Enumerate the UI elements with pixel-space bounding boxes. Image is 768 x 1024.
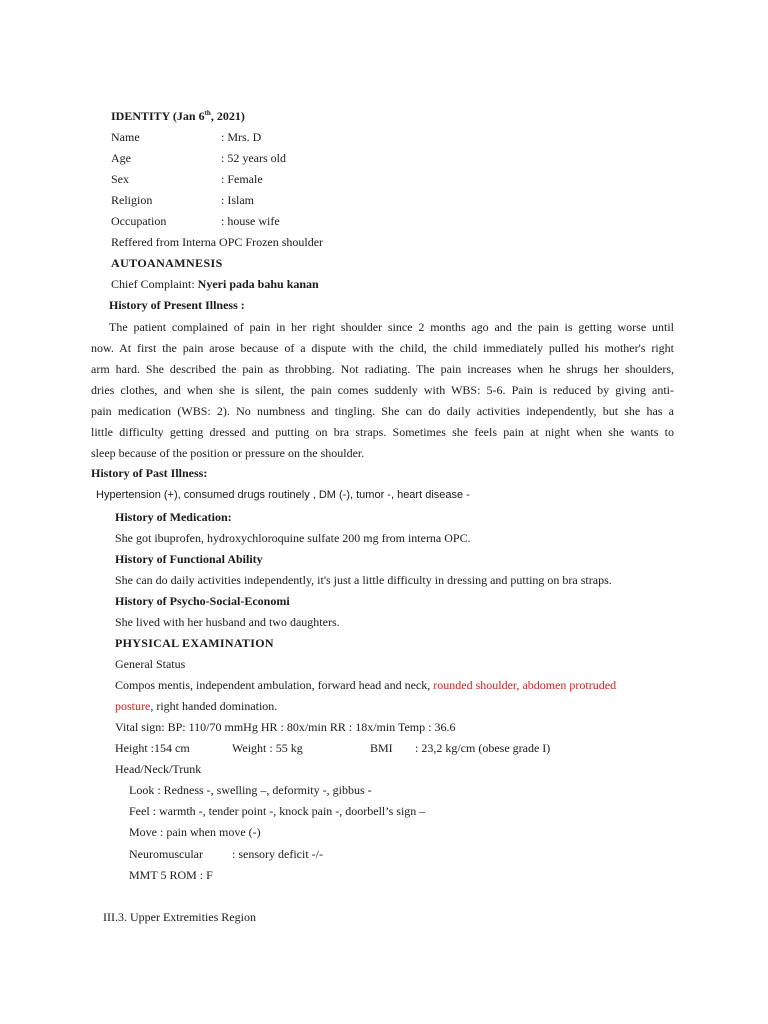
move-findings: Move : pain when move (-) — [129, 825, 261, 839]
identity-heading: IDENTITY (Jan 6th, 2021) — [111, 109, 245, 123]
neuromuscular-label: Neuromuscular — [129, 847, 203, 861]
identity-row-age — [111, 151, 511, 165]
general-status-text: Compos mentis, independent ambulation, forward head and neck, rounded shoulder, abdomen protruded — [115, 678, 617, 692]
past-illness-heading: History of Past Illness: — [91, 466, 208, 480]
vital-signs: Vital sign: BP: 110/70 mmHg HR : 80x/min RR : 18x/min Temp : 36.6 — [115, 720, 456, 734]
weight-value: Weight : 55 kg — [232, 741, 303, 755]
chief-complaint-value: Nyeri pada bahu kanan — [197, 277, 319, 291]
highlight-text: rounded shoulder, — [433, 678, 523, 692]
past-illness-text: Hypertension (+), consumed drugs routinely , DM (-), tumor -, heart disease - — [96, 489, 470, 501]
neuromuscular-value: : sensory deficit -/- — [232, 847, 323, 861]
present-illness-line: The patient complained of pain in her right shoulder since 2 months ago and the pain is getting worse until — [109, 320, 674, 334]
psycho-heading: History of Psycho-Social-Economi — [115, 594, 290, 608]
look-findings: Look : Redness -, swelling –, deformity -, gibbus - — [129, 783, 372, 797]
mmt-rom: MMT 5 ROM : F — [129, 868, 213, 882]
field-label: Religion — [111, 193, 153, 207]
chief-complaint-label: Chief Complaint: — [111, 277, 198, 291]
bmi-value: : 23,2 kg/cm (obese grade I) — [415, 741, 551, 755]
field-label: Occupation — [111, 214, 167, 228]
autoanamnesis-heading: AUTOANAMNESIS — [111, 256, 223, 270]
anthropometry-row — [115, 741, 615, 755]
medication-heading: History of Medication: — [115, 510, 232, 524]
referral-text: Reffered from Interna OPC Frozen shoulder — [111, 235, 324, 249]
present-illness-line: now. At first the pain arose because of a dispute with the child, the child immediately pulled his mother's right — [91, 341, 674, 355]
region-label: Head/Neck/Trunk — [115, 762, 202, 776]
general-status-label: General Status — [115, 657, 186, 671]
present-illness-line: arm hard. She described the pain as throbbing. Not radiating. The pain increases when he shrugs her shoulders, — [91, 362, 674, 376]
physical-exam-heading: PHYSICAL EXAMINATION — [115, 636, 274, 650]
chief-complaint — [111, 277, 319, 291]
section-title: III.3. Upper Extremities Region — [103, 910, 256, 924]
field-value: : house wife — [221, 214, 280, 228]
height-value: Height :154 cm — [115, 741, 190, 755]
bmi-label: BMI — [370, 741, 393, 755]
general-status-text-cont: posture, right handed domination. — [115, 699, 278, 713]
functional-heading: History of Functional Ability — [115, 552, 263, 566]
functional-text: She can do daily activities independently, it's just a little difficulty in dressing and putting on bra straps. — [115, 573, 612, 587]
psycho-text: She lived with her husband and two daughters. — [115, 615, 340, 629]
field-value: : Islam — [221, 193, 254, 207]
present-illness-line: dries clothes, and when she is silent, the pain comes suddenly with WBS: 5-6. Pain is reduced by giving anti- — [91, 383, 674, 397]
field-value: : Female — [221, 172, 263, 186]
field-label: Name — [111, 130, 140, 144]
identity-row-sex — [111, 172, 511, 186]
highlight-text: posture — [115, 699, 151, 713]
medication-text: She got ibuprofen, hydroxychloroquine sulfate 200 mg from interna OPC. — [115, 531, 471, 545]
field-value: : Mrs. D — [221, 130, 262, 144]
present-illness-line: little difficulty getting dressed and putting on bra straps. Sometimes she feels pain at night when she wants to — [91, 425, 674, 439]
field-label: Sex — [111, 172, 129, 186]
feel-findings: Feel : warmth -, tender point -, knock pain -, doorbell’s sign – — [129, 804, 426, 818]
field-value: : 52 years old — [221, 151, 286, 165]
present-illness-line: pain medication (WBS: 2). No numbness and tingling. She can do daily activities independently, but she has a — [91, 404, 674, 418]
field-label: Age — [111, 151, 131, 165]
present-illness-line: sleep because of the position or pressure on the shoulder. — [91, 446, 365, 460]
neuromuscular-row — [129, 847, 529, 861]
identity-row-occupation — [111, 214, 511, 228]
identity-row-name — [111, 130, 511, 144]
identity-row-religion — [111, 193, 511, 207]
present-illness-heading: History of Present Illness : — [109, 298, 245, 312]
highlight-text: abdomen protruded — [522, 678, 617, 692]
